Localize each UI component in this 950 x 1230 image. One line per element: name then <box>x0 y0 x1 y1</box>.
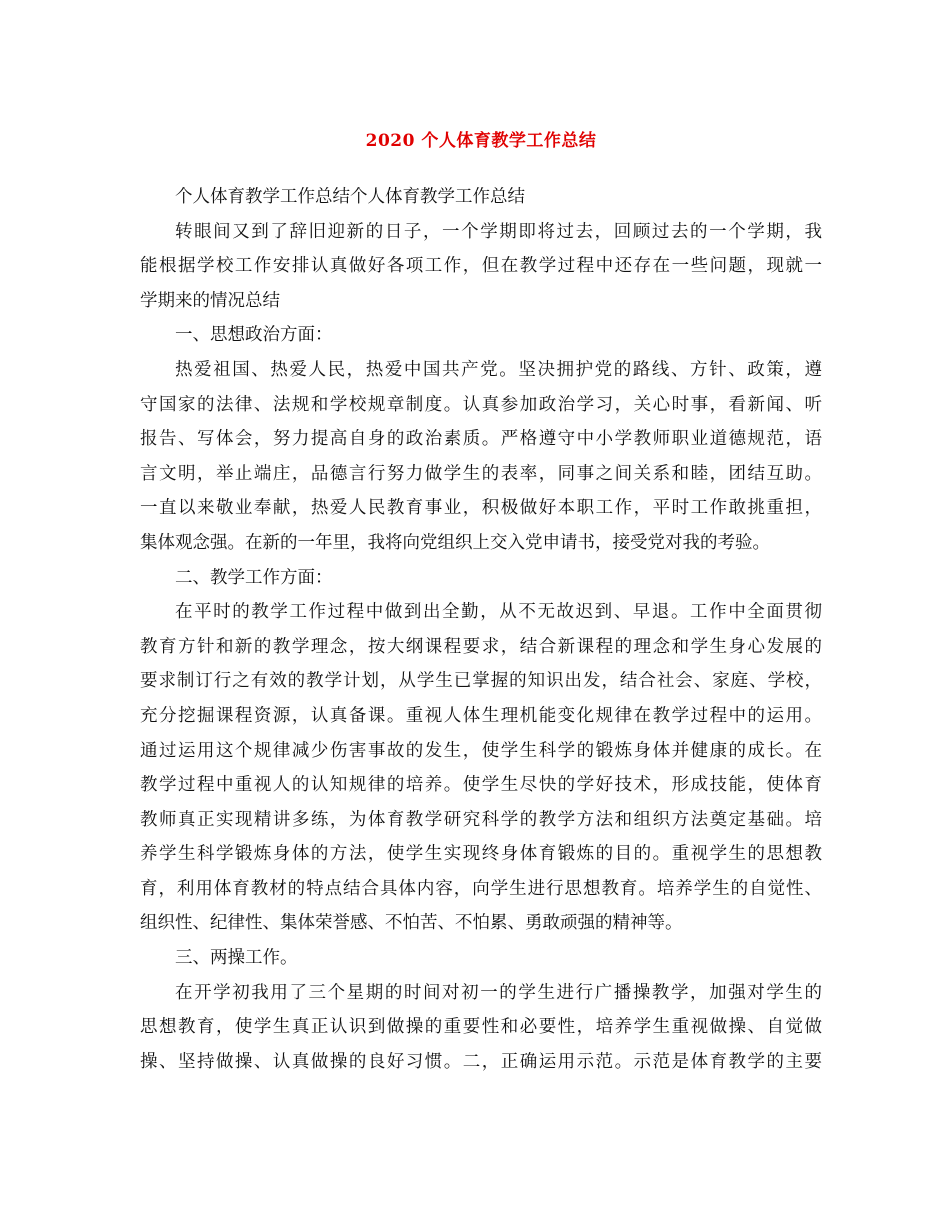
paragraph-line: 守国家的法律、法规和学校规章制度。认真参加政治学习，关心时事，看新闻、听 <box>140 394 822 415</box>
document-body <box>140 180 822 1079</box>
paragraph-line: 二、教学工作方面： <box>175 567 333 588</box>
paragraph-line: 养学生科学锻炼身体的方法，使学生实现终身体育锻炼的目的。重视学生的思想教 <box>140 844 822 865</box>
paragraph-line: 育，利用体育教材的特点结合具体内容，向学生进行思想教育。培养学生的自觉性、 <box>140 878 822 899</box>
paragraph-line: 教学过程中重视人的认知规律的培养。使学生尽快的学好技术，形成技能，使体育 <box>140 775 822 796</box>
paragraph-line: 教师真正实现精讲多练，为体育教学研究科学的教学方法和组织方法奠定基础。培 <box>140 809 822 830</box>
paragraph-line: 在平时的教学工作过程中做到出全勤，从不无故迟到、早退。工作中全面贯彻 <box>175 602 822 623</box>
paragraph-line: 通过运用这个规律减少伤害事故的发生，使学生科学的锻炼身体并健康的成长。在 <box>140 740 822 761</box>
paragraph-line: 操、坚持做操、认真做操的良好习惯。二，正确运用示范。示范是体育教学的主要 <box>140 1051 822 1072</box>
paragraph-line: 能根据学校工作安排认真做好各项工作，但在教学过程中还存在一些问题，现就一 <box>140 256 822 277</box>
paragraph-line: 在开学初我用了三个星期的时间对初一的学生进行广播操教学，加强对学生的 <box>175 982 822 1003</box>
paragraph-line: 言文明，举止端庄，品德言行努力做学生的表率，同事之间关系和睦，团结互助。 <box>140 463 822 484</box>
document-title: 2020 个人体育教学工作总结 <box>365 131 597 151</box>
paragraph-line: 热爱祖国、热爱人民，热爱中国共产党。坚决拥护党的路线、方针、政策，遵 <box>175 359 822 380</box>
paragraph-line: 组织性、纪律性、集体荣誉感、不怕苦、不怕累、勇敢顽强的精神等。 <box>140 913 683 934</box>
paragraph-line: 个人体育教学工作总结个人体育教学工作总结 <box>175 187 525 207</box>
paragraph-line: 三、两操工作。 <box>175 948 298 969</box>
paragraph-line: 一、思想政治方面： <box>175 325 333 346</box>
paragraph-line: 集体观念强。在新的一年里，我将向党组织上交入党申请书，接受党对我的考验。 <box>140 532 770 553</box>
paragraph-line: 转眼间又到了辞旧迎新的日子，一个学期即将过去，回顾过去的一个学期，我 <box>175 221 822 242</box>
paragraph-line: 报告、写体会，努力提高自身的政治素质。严格遵守中小学教师职业道德规范，语 <box>140 429 822 450</box>
paragraph-line: 要求制订行之有效的教学计划，从学生已掌握的知识出发，结合社会、家庭、学校， <box>140 671 822 692</box>
paragraph-line: 思想教育，使学生真正认识到做操的重要性和必要性，培养学生重视做操、自觉做 <box>140 1017 822 1038</box>
paragraph-line: 教育方针和新的教学理念，按大纲课程要求，结合新课程的理念和学生身心发展的 <box>140 636 822 657</box>
paragraph-line: 一直以来敬业奉献，热爱人民教育事业，积极做好本职工作，平时工作敢挑重担， <box>140 498 822 519</box>
paragraph-line: 学期来的情况总结 <box>140 290 280 311</box>
paragraph-line: 充分挖掘课程资源，认真备课。重视人体生理机能变化规律在教学过程中的运用。 <box>140 705 822 726</box>
